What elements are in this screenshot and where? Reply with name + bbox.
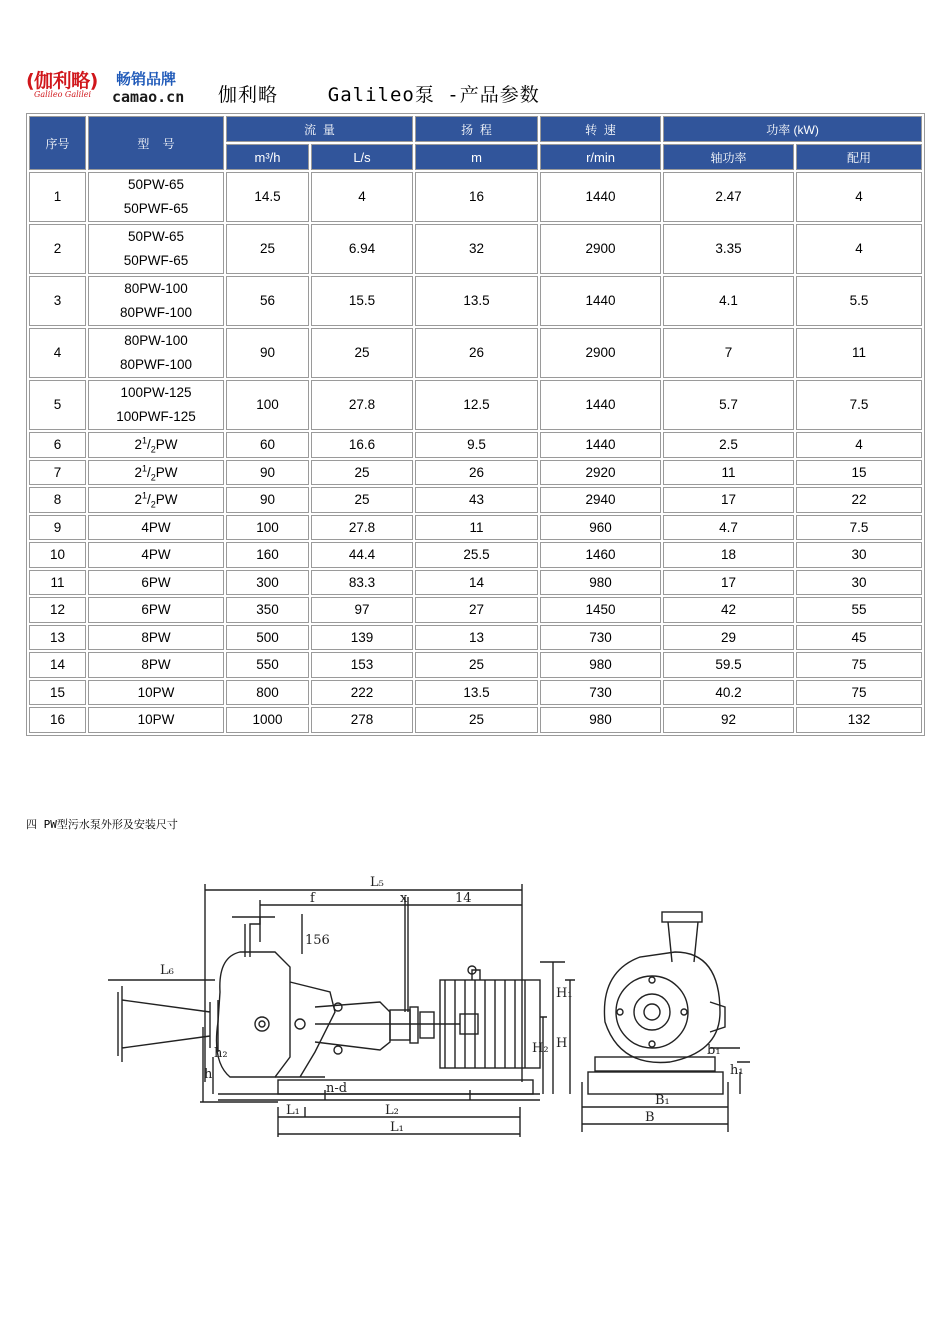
cell-flow-ls: 44.4 [311, 542, 413, 568]
cell-shaft-power: 40.2 [663, 680, 794, 706]
cell-speed: 1440 [540, 380, 661, 430]
cell-motor-power: 11 [796, 328, 922, 378]
cell-index: 5 [29, 380, 86, 430]
cell-speed: 2940 [540, 487, 661, 513]
cell-head: 13 [415, 625, 538, 651]
table-body [29, 172, 922, 733]
dim-label-H2: H₂ [532, 1041, 549, 1056]
table-row [29, 680, 922, 706]
brand-slogan: 畅销品牌 [116, 70, 177, 88]
cell-model [88, 597, 224, 623]
cell-shaft-power: 2.5 [663, 432, 794, 458]
cell-motor-power: 55 [796, 597, 922, 623]
table-row [29, 460, 922, 486]
cell-motor-power: 5.5 [796, 276, 922, 326]
model-name: 80PW-100 [124, 333, 188, 348]
cell-speed: 2900 [540, 328, 661, 378]
cell-motor-power: 45 [796, 625, 922, 651]
cell-flow-m3h: 500 [226, 625, 309, 651]
model-name: $2^1/_2PW$ [134, 463, 178, 483]
cell-flow-m3h: 350 [226, 597, 309, 623]
cell-motor-power: 7.5 [796, 515, 922, 541]
table-row [29, 276, 922, 326]
cell-model [88, 432, 224, 458]
cell-model [88, 276, 224, 326]
cell-speed: 960 [540, 515, 661, 541]
cell-head: 25 [415, 707, 538, 733]
cell-index: 12 [29, 597, 86, 623]
table-row [29, 515, 922, 541]
cell-flow-ls: 15.5 [311, 276, 413, 326]
cell-head: 27 [415, 597, 538, 623]
cell-flow-m3h: 100 [226, 380, 309, 430]
cell-speed: 730 [540, 680, 661, 706]
cell-shaft-power: 11 [663, 460, 794, 486]
model-name: 50PW-65 [127, 177, 185, 192]
header-power-motor: 配用 [796, 144, 922, 170]
header-power-shaft: 轴功率 [663, 144, 794, 170]
dim-label-B: B [645, 1110, 655, 1125]
cell-flow-m3h: 14.5 [226, 172, 309, 222]
cell-speed: 980 [540, 652, 661, 678]
cell-speed: 1440 [540, 172, 661, 222]
model-name: $2^1/_2PW$ [134, 435, 178, 455]
cell-flow-m3h: 550 [226, 652, 309, 678]
model-name: 50PW-65 [127, 229, 185, 244]
table-row [29, 707, 922, 733]
cell-shaft-power: 18 [663, 542, 794, 568]
cell-index: 4 [29, 328, 86, 378]
cell-shaft-power: 2.47 [663, 172, 794, 222]
pump-dimension-drawing [100, 862, 760, 1152]
dim-label-14: 14 [455, 891, 472, 906]
cell-head: 9.5 [415, 432, 538, 458]
dim-label-L5: L₅ [370, 875, 384, 890]
cell-model [88, 380, 224, 430]
cell-motor-power: 75 [796, 680, 922, 706]
cell-index: 14 [29, 652, 86, 678]
cell-head: 14 [415, 570, 538, 596]
cell-shaft-power: 4.7 [663, 515, 794, 541]
cell-model [88, 172, 224, 222]
model-name: $2^1/_2PW$ [134, 490, 178, 510]
cell-flow-ls: 4 [311, 172, 413, 222]
table-row [29, 570, 922, 596]
cell-index: 16 [29, 707, 86, 733]
dim-label-h: h [204, 1067, 213, 1082]
cell-speed: 730 [540, 625, 661, 651]
cell-flow-m3h: 100 [226, 515, 309, 541]
cell-head: 25 [415, 652, 538, 678]
cell-motor-power: 75 [796, 652, 922, 678]
cell-head: 13.5 [415, 276, 538, 326]
cell-flow-ls: 222 [311, 680, 413, 706]
cell-model [88, 328, 224, 378]
header-head: 扬 程 [415, 116, 538, 142]
model-name: 6PW [141, 574, 171, 590]
cell-motor-power: 4 [796, 172, 922, 222]
cell-flow-ls: 25 [311, 487, 413, 513]
cell-flow-m3h: 25 [226, 224, 309, 274]
cell-speed: 2920 [540, 460, 661, 486]
cell-head: 13.5 [415, 680, 538, 706]
cell-flow-ls: 27.8 [311, 380, 413, 430]
cell-flow-ls: 25 [311, 460, 413, 486]
header-model: 型 号 [88, 116, 224, 170]
brand-site: camao.cn [112, 88, 185, 106]
cell-speed: 1450 [540, 597, 661, 623]
cell-speed: 1440 [540, 432, 661, 458]
cell-flow-m3h: 56 [226, 276, 309, 326]
dim-label-nd: n-d [326, 1081, 348, 1096]
cell-speed: 980 [540, 570, 661, 596]
cell-model [88, 460, 224, 486]
cell-model [88, 707, 224, 733]
model-name-alt: 80PWF-100 [119, 305, 193, 320]
model-name: 4PW [141, 547, 171, 563]
header-head-unit: m [415, 144, 538, 170]
table-row [29, 542, 922, 568]
model-name-alt: 100PWF-125 [116, 409, 196, 424]
brand-name-cn: (伽利略) [26, 70, 98, 92]
cell-shaft-power: 17 [663, 487, 794, 513]
header-flow: 流 量 [226, 116, 413, 142]
dim-label-H1: H₁ [556, 986, 573, 1001]
table-row [29, 172, 922, 222]
cell-model [88, 625, 224, 651]
cell-flow-ls: 25 [311, 328, 413, 378]
cell-motor-power: 132 [796, 707, 922, 733]
cell-head: 25.5 [415, 542, 538, 568]
model-name: 100PW-125 [120, 385, 192, 400]
model-name: 10PW [137, 684, 175, 700]
model-name: 8PW [141, 657, 171, 673]
cell-speed: 1440 [540, 276, 661, 326]
dim-label-156: 156 [305, 933, 330, 948]
cell-flow-m3h: 1000 [226, 707, 309, 733]
table-row [29, 328, 922, 378]
model-name-alt: 50PWF-65 [123, 201, 189, 216]
header-flow-unit-m3h: m³/h [226, 144, 309, 170]
dim-label-L6: L₆ [160, 963, 174, 978]
cell-shaft-power: 17 [663, 570, 794, 596]
cell-shaft-power: 42 [663, 597, 794, 623]
header-power: 功率 (kW) [663, 116, 922, 142]
cell-index: 9 [29, 515, 86, 541]
cell-flow-ls: 6.94 [311, 224, 413, 274]
model-name-alt: 80PWF-100 [119, 357, 193, 372]
cell-flow-ls: 153 [311, 652, 413, 678]
dim-label-L1-left: L₁ [286, 1103, 300, 1118]
cell-flow-m3h: 300 [226, 570, 309, 596]
dim-label-B1: B₁ [655, 1093, 670, 1108]
cell-head: 12.5 [415, 380, 538, 430]
cell-head: 26 [415, 328, 538, 378]
cell-index: 2 [29, 224, 86, 274]
cell-index: 8 [29, 487, 86, 513]
cell-index: 6 [29, 432, 86, 458]
cell-model [88, 542, 224, 568]
cell-motor-power: 30 [796, 570, 922, 596]
dim-label-b1: b₁ [707, 1043, 721, 1058]
cell-model [88, 652, 224, 678]
cell-head: 11 [415, 515, 538, 541]
cell-flow-ls: 16.6 [311, 432, 413, 458]
cell-flow-m3h: 60 [226, 432, 309, 458]
cell-index: 7 [29, 460, 86, 486]
model-name: 8PW [141, 629, 171, 645]
cell-shaft-power: 59.5 [663, 652, 794, 678]
dim-label-h2: h₂ [214, 1046, 228, 1061]
dim-label-L2: L₂ [385, 1103, 399, 1118]
cell-motor-power: 7.5 [796, 380, 922, 430]
cell-shaft-power: 4.1 [663, 276, 794, 326]
cell-flow-ls: 83.3 [311, 570, 413, 596]
cell-shaft-power: 5.7 [663, 380, 794, 430]
cell-speed: 980 [540, 707, 661, 733]
cell-flow-m3h: 90 [226, 460, 309, 486]
table-row [29, 597, 922, 623]
cell-index: 10 [29, 542, 86, 568]
brand-logo [26, 66, 196, 106]
table-row [29, 652, 922, 678]
dim-label-H: H [556, 1036, 568, 1051]
dim-label-f: f [310, 891, 315, 906]
drawing-caption: 四 PW型污水泵外形及安装尺寸 [26, 818, 178, 831]
cell-flow-m3h: 90 [226, 328, 309, 378]
table-row [29, 625, 922, 651]
cell-model [88, 224, 224, 274]
table-row [29, 487, 922, 513]
header-flow-unit-ls: L/s [311, 144, 413, 170]
cell-head: 43 [415, 487, 538, 513]
cell-flow-ls: 27.8 [311, 515, 413, 541]
model-name: 4PW [141, 519, 171, 535]
cell-model [88, 570, 224, 596]
model-name: 80PW-100 [124, 281, 188, 296]
cell-index: 15 [29, 680, 86, 706]
table-row [29, 380, 922, 430]
cell-flow-ls: 278 [311, 707, 413, 733]
cell-motor-power: 30 [796, 542, 922, 568]
cell-speed: 1460 [540, 542, 661, 568]
brand-name-en: Galileo Galilei [34, 90, 92, 99]
dim-label-h1: h₁ [730, 1063, 744, 1078]
model-name: 10PW [137, 712, 175, 728]
cell-shaft-power: 3.35 [663, 224, 794, 274]
cell-flow-ls: 97 [311, 597, 413, 623]
cell-motor-power: 4 [796, 432, 922, 458]
table-row [29, 432, 922, 458]
table-row [29, 224, 922, 274]
cell-head: 16 [415, 172, 538, 222]
cell-flow-m3h: 160 [226, 542, 309, 568]
model-name: 6PW [141, 602, 171, 618]
cell-model [88, 515, 224, 541]
cell-head: 32 [415, 224, 538, 274]
cell-index: 1 [29, 172, 86, 222]
dim-label-x: x [400, 891, 408, 906]
cell-flow-ls: 139 [311, 625, 413, 651]
cell-head: 26 [415, 460, 538, 486]
header-index: 序号 [29, 116, 86, 170]
cell-motor-power: 4 [796, 224, 922, 274]
spec-table [26, 113, 925, 736]
page-title: 伽利略 Galileo泵 -产品参数 [218, 84, 540, 106]
cell-speed: 2900 [540, 224, 661, 274]
cell-model [88, 487, 224, 513]
header-speed-unit: r/min [540, 144, 661, 170]
cell-motor-power: 15 [796, 460, 922, 486]
cell-flow-m3h: 90 [226, 487, 309, 513]
cell-model [88, 680, 224, 706]
cell-flow-m3h: 800 [226, 680, 309, 706]
cell-shaft-power: 7 [663, 328, 794, 378]
model-name-alt: 50PWF-65 [123, 253, 189, 268]
cell-index: 11 [29, 570, 86, 596]
cell-index: 3 [29, 276, 86, 326]
cell-motor-power: 22 [796, 487, 922, 513]
cell-shaft-power: 29 [663, 625, 794, 651]
dim-label-L1-bottom: L₁ [390, 1120, 404, 1135]
cell-shaft-power: 92 [663, 707, 794, 733]
header-speed: 转 速 [540, 116, 661, 142]
cell-index: 13 [29, 625, 86, 651]
